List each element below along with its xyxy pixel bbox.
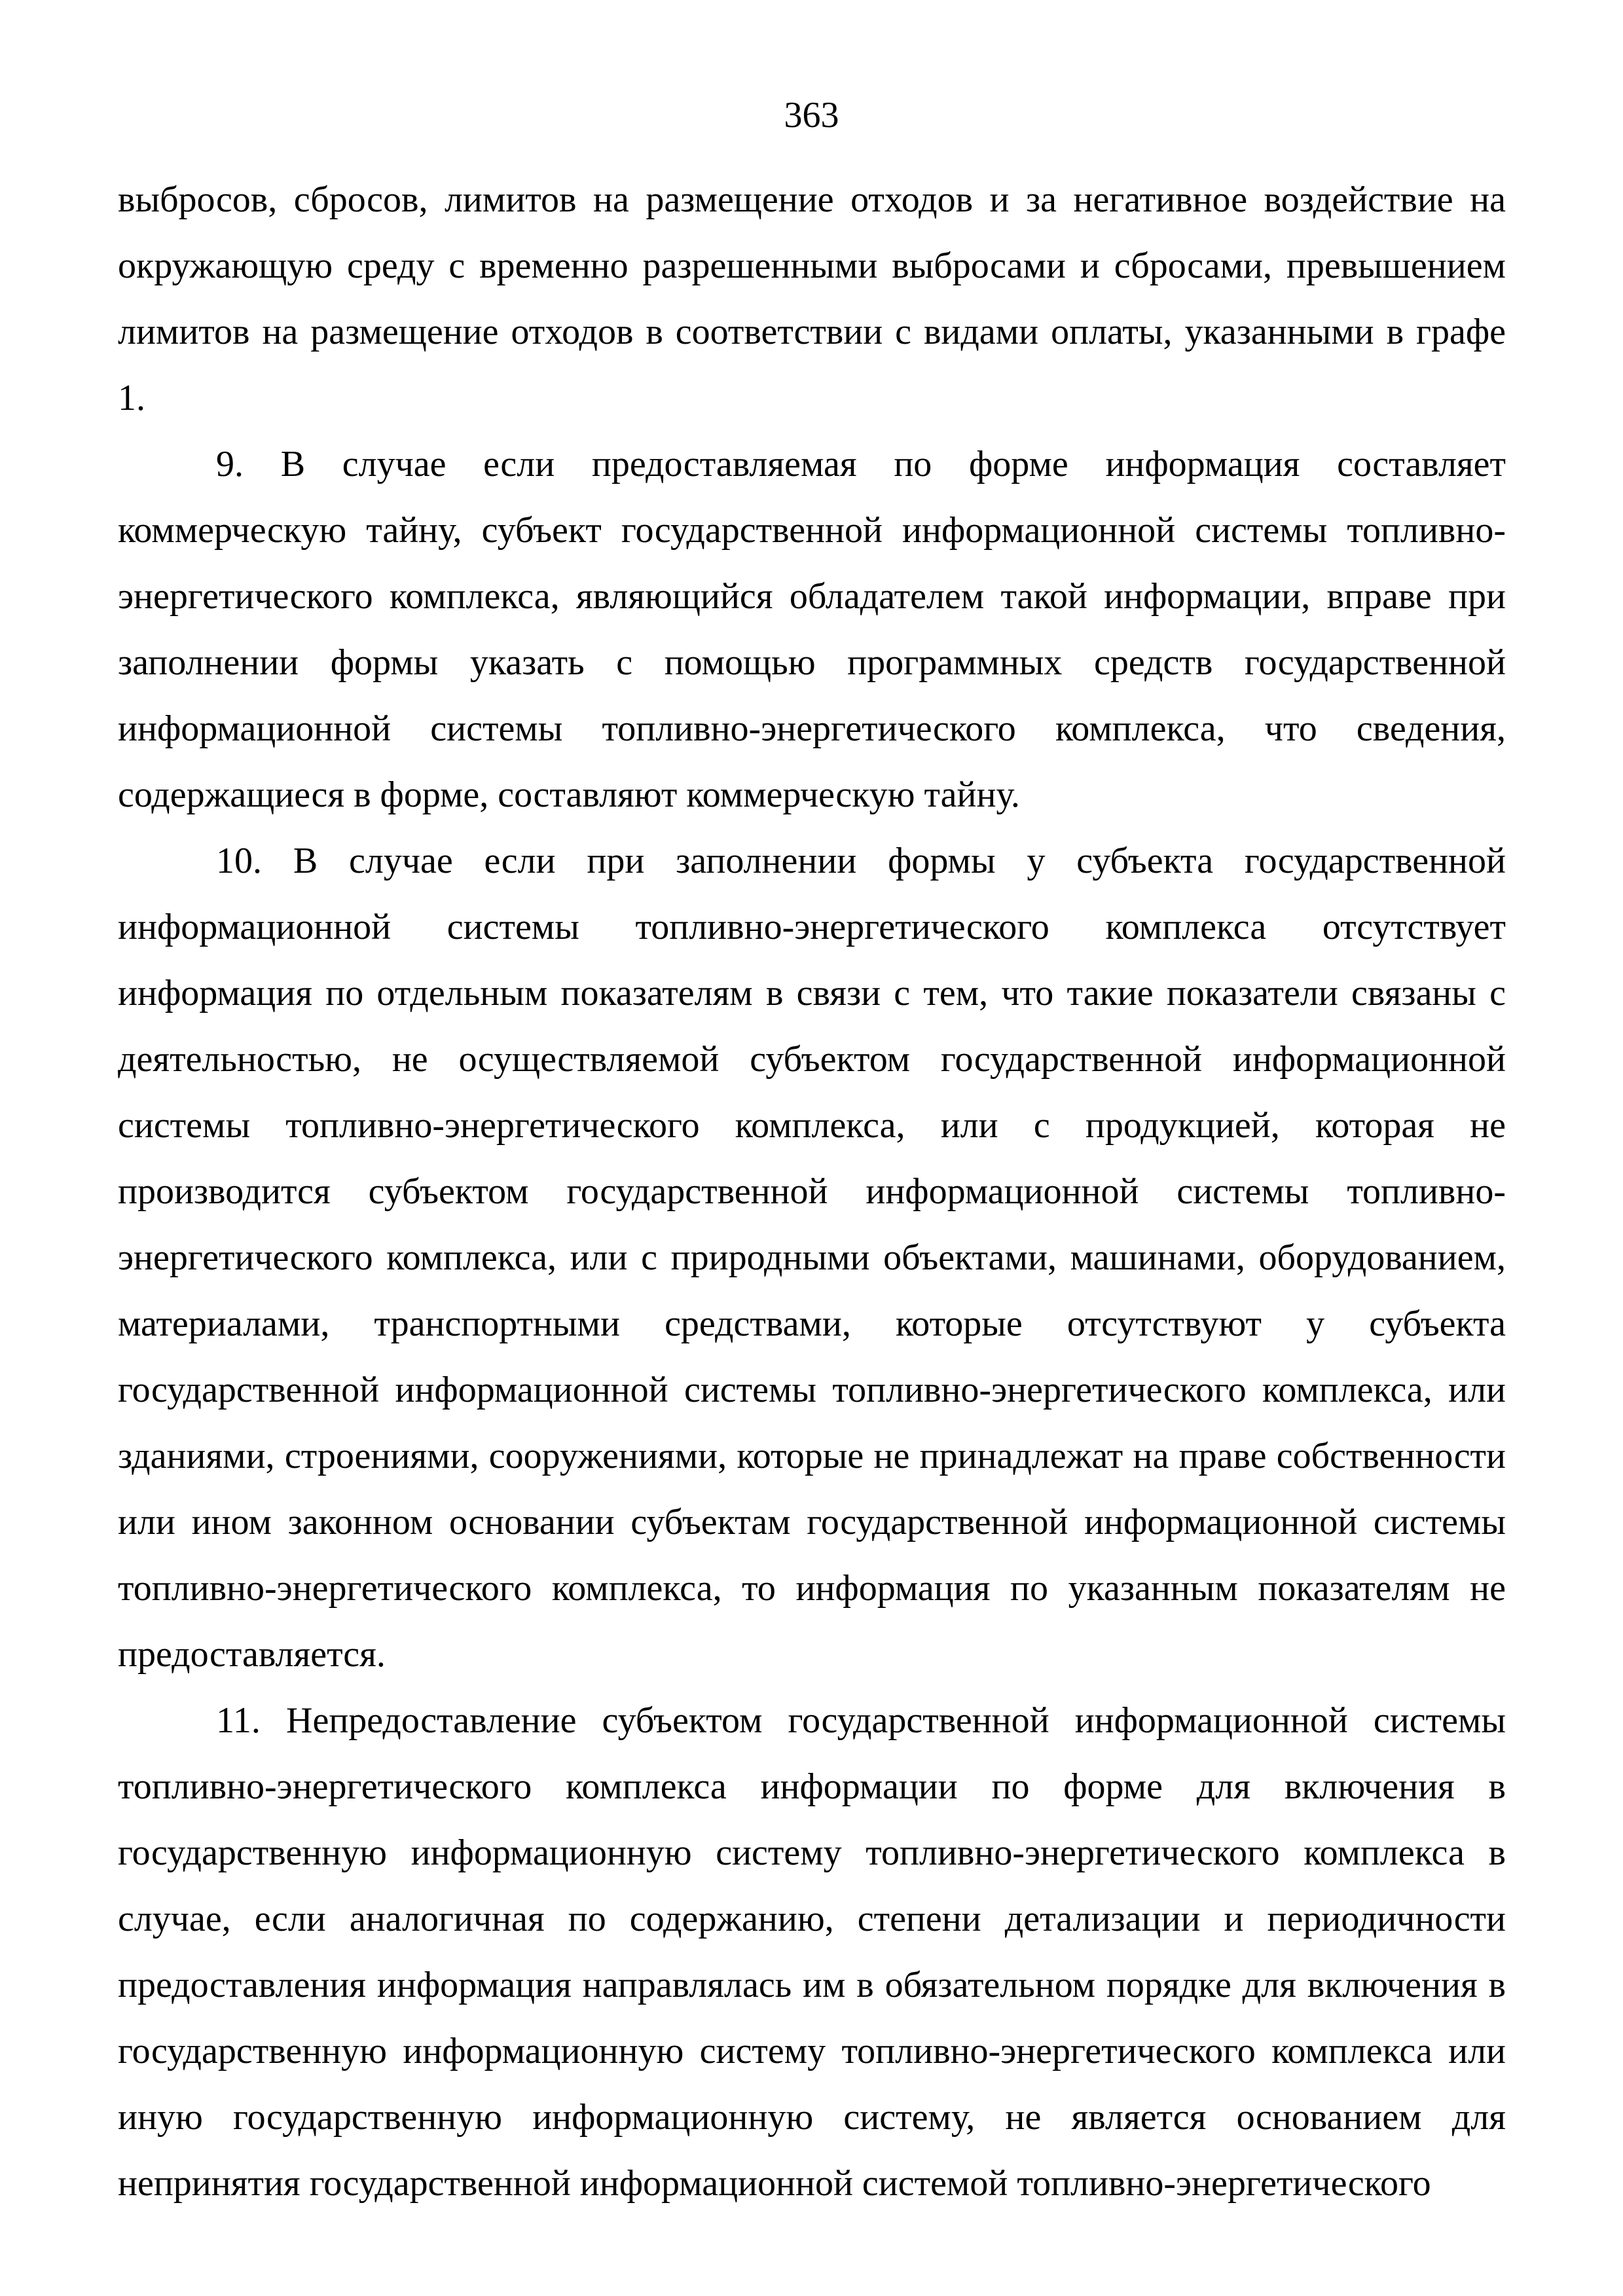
page-number: 363	[784, 95, 839, 136]
paragraph-continuation: выбросов, сбросов, лимитов на размещение отходов и за негативное воздействие на окружающую среду с временно разрешенными выбросами и сбросами, превышением лимитов на размещение отходов в соответствии с видами оплаты, указанными в графе 1.	[118, 179, 1506, 418]
document-body	[118, 167, 1506, 2217]
paragraph-item-9: 9. В случае если предоставляемая по форме информация составляет коммерческую тайну, субъект государственной информационной системы топливно-энергетического комплекса, являющийся обладателем такой информации, вправе при заполнении формы указать с помощью программных средств государственной информационной системы топливно-энергетического комплекса, что сведения, содержащиеся в форме, составляют коммерческую тайну.	[118, 444, 1506, 815]
paragraph-item-11: 11. Непредоставление субъектом государственной информационной системы топливно-энергетического комплекса информации по форме для включения в государственную информационную систему топливно-энергетического комплекса в случае, если аналогичная по содержанию, степени детализации и периодичности предоставления информация направлялась им в обязательном порядке для включения в государственную информационную систему топливно-энергетического комплекса или иную государственную информационную систему, не является основанием для непринятия государственной информационной системой топливно-энергетического	[118, 1700, 1506, 2204]
paragraph-item-10: 10. В случае если при заполнении формы у субъекта государственной информационной системы топливно-энергетического комплекса отсутствует информация по отдельным показателям в связи с тем, что такие показатели связаны с деятельностью, не осуществляемой субъектом государственной информационной системы топливно-энергетического комплекса, или с продукцией, которая не производится субъектом государственной информационной системы топливно-энергетического комплекса, или с природными объектами, машинами, оборудованием, материалами, транспортными средствами, которые отсутствуют у субъекта государственной информационной системы топливно-энергетического комплекса, или зданиями, строениями, сооружениями, которые не принадлежат на праве собственности или ином законном основании субъектам государственной информационной системы топливно-энергетического комплекса, то информация по указанным показателям не предоставляется.	[118, 841, 1506, 1675]
